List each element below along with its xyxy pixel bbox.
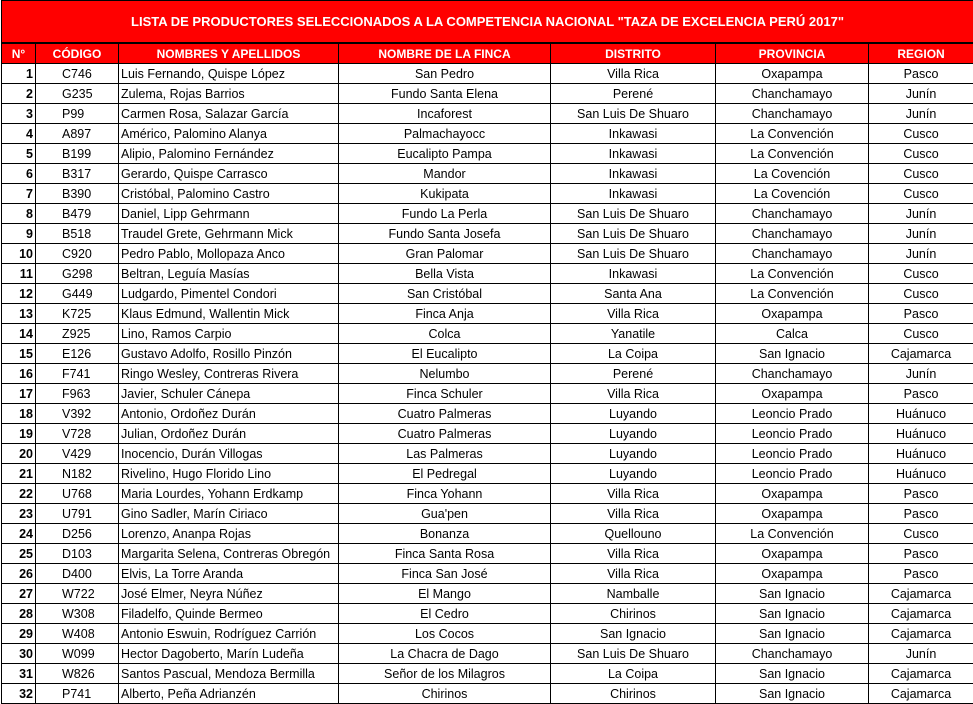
district-cell: Perené (551, 84, 716, 104)
code-cell: V392 (36, 404, 119, 424)
province-cell: La Convención (716, 264, 869, 284)
farm-cell: Cuatro Palmeras (339, 404, 551, 424)
province-cell: La Convención (716, 144, 869, 164)
district-cell: La Coipa (551, 344, 716, 364)
district-cell: San Luis De Shuaro (551, 104, 716, 124)
row-number-cell: 13 (2, 304, 36, 324)
code-cell: C746 (36, 64, 119, 84)
table-row (2, 524, 973, 544)
region-cell: Pasco (869, 504, 973, 524)
region-cell: Pasco (869, 484, 973, 504)
column-header-name: NOMBRES Y APELLIDOS (119, 43, 339, 64)
district-cell: Inkawasi (551, 124, 716, 144)
row-number-cell: 20 (2, 444, 36, 464)
district-cell: La Coipa (551, 664, 716, 684)
district-cell: Luyando (551, 464, 716, 484)
district-cell: Villa Rica (551, 544, 716, 564)
row-number-cell: 22 (2, 484, 36, 504)
row-number-cell: 23 (2, 504, 36, 524)
row-number-cell: 19 (2, 424, 36, 444)
farm-cell: Palmachayocc (339, 124, 551, 144)
district-cell: Quellouno (551, 524, 716, 544)
region-cell: Huánuco (869, 444, 973, 464)
name-cell: Beltran, Leguía Masías (119, 264, 339, 284)
name-cell: Javier, Schuler Cánepa (119, 384, 339, 404)
farm-cell: Gua'pen (339, 504, 551, 524)
farm-cell: Mandor (339, 164, 551, 184)
row-number-cell: 32 (2, 684, 36, 704)
table-row (2, 64, 973, 84)
farm-cell: Fundo La Perla (339, 204, 551, 224)
code-cell: V429 (36, 444, 119, 464)
farm-cell: Finca Yohann (339, 484, 551, 504)
farm-cell: Finca Santa Rosa (339, 544, 551, 564)
code-cell: E126 (36, 344, 119, 364)
farm-cell: Chirinos (339, 684, 551, 704)
table-row (2, 84, 973, 104)
column-header-number: N° (2, 43, 36, 64)
farm-cell: El Pedregal (339, 464, 551, 484)
province-cell: Chanchamayo (716, 104, 869, 124)
province-cell: La Covención (716, 184, 869, 204)
row-number-cell: 29 (2, 624, 36, 644)
table-row (2, 544, 973, 564)
region-cell: Pasco (869, 64, 973, 84)
region-cell: Cusco (869, 284, 973, 304)
row-number-cell: 26 (2, 564, 36, 584)
row-number-cell: 27 (2, 584, 36, 604)
table-row (2, 584, 973, 604)
table-row (2, 204, 973, 224)
district-cell: Santa Ana (551, 284, 716, 304)
farm-cell: Incaforest (339, 104, 551, 124)
row-number-cell: 9 (2, 224, 36, 244)
region-cell: Junín (869, 364, 973, 384)
farm-cell: San Pedro (339, 64, 551, 84)
row-number-cell: 16 (2, 364, 36, 384)
province-cell: Oxapampa (716, 564, 869, 584)
province-cell: Calca (716, 324, 869, 344)
column-header-code: CÓDIGO (36, 43, 119, 64)
province-cell: Chanchamayo (716, 224, 869, 244)
province-cell: La Convención (716, 524, 869, 544)
code-cell: D256 (36, 524, 119, 544)
province-cell: Leoncio Prado (716, 444, 869, 464)
region-cell: Huánuco (869, 424, 973, 444)
code-cell: A897 (36, 124, 119, 144)
region-cell: Cajamarca (869, 624, 973, 644)
table-row (2, 644, 973, 664)
farm-cell: Finca Schuler (339, 384, 551, 404)
district-cell: Yanatile (551, 324, 716, 344)
district-cell: Inkawasi (551, 264, 716, 284)
row-number-cell: 30 (2, 644, 36, 664)
province-cell: Chanchamayo (716, 244, 869, 264)
table-row (2, 404, 973, 424)
region-cell: Cusco (869, 144, 973, 164)
district-cell: Luyando (551, 424, 716, 444)
row-number-cell: 17 (2, 384, 36, 404)
region-cell: Cajamarca (869, 584, 973, 604)
farm-cell: Gran Palomar (339, 244, 551, 264)
province-cell: Chanchamayo (716, 644, 869, 664)
farm-cell: Nelumbo (339, 364, 551, 384)
row-number-cell: 15 (2, 344, 36, 364)
region-cell: Cusco (869, 164, 973, 184)
row-number-cell: 3 (2, 104, 36, 124)
name-cell: Ringo Wesley, Contreras Rivera (119, 364, 339, 384)
name-cell: Antonio, Ordoñez Durán (119, 404, 339, 424)
province-cell: San Ignacio (716, 604, 869, 624)
table-row (2, 124, 973, 144)
province-cell: San Ignacio (716, 664, 869, 684)
row-number-cell: 21 (2, 464, 36, 484)
row-number-cell: 4 (2, 124, 36, 144)
province-cell: San Ignacio (716, 344, 869, 364)
table-row (2, 164, 973, 184)
name-cell: Luis Fernando, Quispe López (119, 64, 339, 84)
code-cell: G449 (36, 284, 119, 304)
header-row (2, 43, 973, 64)
region-cell: Junín (869, 224, 973, 244)
farm-cell: Finca San José (339, 564, 551, 584)
code-cell: F963 (36, 384, 119, 404)
district-cell: Chirinos (551, 604, 716, 624)
province-cell: Chanchamayo (716, 364, 869, 384)
column-header-province: PROVINCIA (716, 43, 869, 64)
table-row (2, 144, 973, 164)
name-cell: Klaus Edmund, Wallentin Mick (119, 304, 339, 324)
farm-cell: Fundo Santa Elena (339, 84, 551, 104)
name-cell: Américo, Palomino Alanya (119, 124, 339, 144)
province-cell: Oxapampa (716, 64, 869, 84)
name-cell: Carmen Rosa, Salazar García (119, 104, 339, 124)
code-cell: W826 (36, 664, 119, 684)
table-title: LISTA DE PRODUCTORES SELECCIONADOS A LA COMPETENCIA NACIONAL "TAZA DE EXCELENCIA PERÚ 2017" (2, 1, 973, 44)
table-row (2, 664, 973, 684)
table-row (2, 604, 973, 624)
table-row (2, 624, 973, 644)
code-cell: G298 (36, 264, 119, 284)
region-cell: Huánuco (869, 404, 973, 424)
district-cell: Luyando (551, 444, 716, 464)
province-cell: Leoncio Prado (716, 404, 869, 424)
region-cell: Cajamarca (869, 344, 973, 364)
name-cell: Gustavo Adolfo, Rosillo Pinzón (119, 344, 339, 364)
name-cell: Pedro Pablo, Mollopaza Anco (119, 244, 339, 264)
table-row (2, 244, 973, 264)
table-body (2, 64, 973, 704)
code-cell: W099 (36, 644, 119, 664)
district-cell: Perené (551, 364, 716, 384)
region-cell: Junín (869, 204, 973, 224)
row-number-cell: 14 (2, 324, 36, 344)
code-cell: U768 (36, 484, 119, 504)
province-cell: Oxapampa (716, 544, 869, 564)
table-row (2, 444, 973, 464)
province-cell: Chanchamayo (716, 204, 869, 224)
table-row (2, 344, 973, 364)
row-number-cell: 2 (2, 84, 36, 104)
district-cell: Villa Rica (551, 304, 716, 324)
name-cell: Cristóbal, Palomino Castro (119, 184, 339, 204)
province-cell: San Ignacio (716, 584, 869, 604)
table-row (2, 324, 973, 344)
farm-cell: Las Palmeras (339, 444, 551, 464)
region-cell: Huánuco (869, 464, 973, 484)
table-row (2, 484, 973, 504)
farm-cell: Bonanza (339, 524, 551, 544)
row-number-cell: 24 (2, 524, 36, 544)
name-cell: Filadelfo, Quinde Bermeo (119, 604, 339, 624)
farm-cell: Señor de los Milagros (339, 664, 551, 684)
region-cell: Pasco (869, 384, 973, 404)
district-cell: Inkawasi (551, 184, 716, 204)
name-cell: Inocencio, Durán Villogas (119, 444, 339, 464)
row-number-cell: 1 (2, 64, 36, 84)
code-cell: B518 (36, 224, 119, 244)
region-cell: Cusco (869, 324, 973, 344)
table-row (2, 224, 973, 244)
code-cell: P99 (36, 104, 119, 124)
code-cell: V728 (36, 424, 119, 444)
name-cell: Maria Lourdes, Yohann Erdkamp (119, 484, 339, 504)
row-number-cell: 11 (2, 264, 36, 284)
table-row (2, 184, 973, 204)
farm-cell: San Cristóbal (339, 284, 551, 304)
name-cell: Gerardo, Quispe Carrasco (119, 164, 339, 184)
province-cell: San Ignacio (716, 624, 869, 644)
province-cell: La Convención (716, 284, 869, 304)
table-row (2, 364, 973, 384)
code-cell: B317 (36, 164, 119, 184)
farm-cell: Cuatro Palmeras (339, 424, 551, 444)
district-cell: San Luis De Shuaro (551, 224, 716, 244)
district-cell: Villa Rica (551, 504, 716, 524)
table-row (2, 564, 973, 584)
table-row (2, 504, 973, 524)
code-cell: W308 (36, 604, 119, 624)
code-cell: F741 (36, 364, 119, 384)
code-cell: W722 (36, 584, 119, 604)
column-header-region: REGION (869, 43, 973, 64)
row-number-cell: 5 (2, 144, 36, 164)
code-cell: D103 (36, 544, 119, 564)
region-cell: Cusco (869, 524, 973, 544)
district-cell: Inkawasi (551, 144, 716, 164)
name-cell: Elvis, La Torre Aranda (119, 564, 339, 584)
region-cell: Cajamarca (869, 604, 973, 624)
farm-cell: La Chacra de Dago (339, 644, 551, 664)
farm-cell: Fundo Santa Josefa (339, 224, 551, 244)
province-cell: Oxapampa (716, 484, 869, 504)
name-cell: Rivelino, Hugo Florido Lino (119, 464, 339, 484)
farm-cell: Los Cocos (339, 624, 551, 644)
name-cell: Zulema, Rojas Barrios (119, 84, 339, 104)
table-row (2, 284, 973, 304)
name-cell: Traudel Grete, Gehrmann Mick (119, 224, 339, 244)
farm-cell: Kukipata (339, 184, 551, 204)
code-cell: W408 (36, 624, 119, 644)
row-number-cell: 12 (2, 284, 36, 304)
code-cell: B479 (36, 204, 119, 224)
table-row (2, 384, 973, 404)
row-number-cell: 8 (2, 204, 36, 224)
table-row (2, 464, 973, 484)
region-cell: Cajamarca (869, 684, 973, 704)
province-cell: San Ignacio (716, 684, 869, 704)
row-number-cell: 18 (2, 404, 36, 424)
code-cell: N182 (36, 464, 119, 484)
district-cell: Villa Rica (551, 564, 716, 584)
region-cell: Cusco (869, 264, 973, 284)
district-cell: Namballe (551, 584, 716, 604)
region-cell: Pasco (869, 304, 973, 324)
region-cell: Cusco (869, 124, 973, 144)
code-cell: K725 (36, 304, 119, 324)
farm-cell: Finca Anja (339, 304, 551, 324)
province-cell: Oxapampa (716, 304, 869, 324)
region-cell: Junín (869, 104, 973, 124)
name-cell: José Elmer, Neyra Núñez (119, 584, 339, 604)
table-row (2, 104, 973, 124)
row-number-cell: 6 (2, 164, 36, 184)
code-cell: C920 (36, 244, 119, 264)
region-cell: Cusco (869, 184, 973, 204)
code-cell: D400 (36, 564, 119, 584)
code-cell: U791 (36, 504, 119, 524)
region-cell: Junín (869, 84, 973, 104)
region-cell: Cajamarca (869, 664, 973, 684)
district-cell: Villa Rica (551, 64, 716, 84)
farm-cell: Colca (339, 324, 551, 344)
district-cell: San Ignacio (551, 624, 716, 644)
row-number-cell: 10 (2, 244, 36, 264)
column-header-district: DISTRITO (551, 43, 716, 64)
region-cell: Junín (869, 244, 973, 264)
name-cell: Lino, Ramos Carpio (119, 324, 339, 344)
code-cell: B199 (36, 144, 119, 164)
province-cell: La Covención (716, 164, 869, 184)
district-cell: San Luis De Shuaro (551, 644, 716, 664)
code-cell: P741 (36, 684, 119, 704)
row-number-cell: 25 (2, 544, 36, 564)
code-cell: G235 (36, 84, 119, 104)
region-cell: Pasco (869, 564, 973, 584)
producers-table (1, 0, 973, 704)
district-cell: Inkawasi (551, 164, 716, 184)
row-number-cell: 28 (2, 604, 36, 624)
farm-cell: Bella Vista (339, 264, 551, 284)
name-cell: Julian, Ordoñez Durán (119, 424, 339, 444)
name-cell: Alberto, Peña Adrianzén (119, 684, 339, 704)
table-row (2, 424, 973, 444)
name-cell: Antonio Eswuin, Rodríguez Carrión (119, 624, 339, 644)
table-row (2, 264, 973, 284)
name-cell: Santos Pascual, Mendoza Bermilla (119, 664, 339, 684)
district-cell: Villa Rica (551, 384, 716, 404)
name-cell: Lorenzo, Ananpa Rojas (119, 524, 339, 544)
name-cell: Daniel, Lipp Gehrmann (119, 204, 339, 224)
province-cell: La Convención (716, 124, 869, 144)
row-number-cell: 7 (2, 184, 36, 204)
name-cell: Margarita Selena, Contreras Obregón (119, 544, 339, 564)
district-cell: San Luis De Shuaro (551, 244, 716, 264)
district-cell: Chirinos (551, 684, 716, 704)
farm-cell: El Eucalipto (339, 344, 551, 364)
name-cell: Ludgardo, Pimentel Condori (119, 284, 339, 304)
district-cell: Luyando (551, 404, 716, 424)
table-row (2, 684, 973, 704)
name-cell: Alipio, Palomino Fernández (119, 144, 339, 164)
farm-cell: El Mango (339, 584, 551, 604)
province-cell: Oxapampa (716, 384, 869, 404)
name-cell: Hector Dagoberto, Marín Ludeña (119, 644, 339, 664)
code-cell: Z925 (36, 324, 119, 344)
district-cell: San Luis De Shuaro (551, 204, 716, 224)
province-cell: Leoncio Prado (716, 464, 869, 484)
farm-cell: Eucalipto Pampa (339, 144, 551, 164)
code-cell: B390 (36, 184, 119, 204)
column-header-farm: NOMBRE DE LA FINCA (339, 43, 551, 64)
province-cell: Chanchamayo (716, 84, 869, 104)
name-cell: Gino Sadler, Marín Ciriaco (119, 504, 339, 524)
row-number-cell: 31 (2, 664, 36, 684)
farm-cell: El Cedro (339, 604, 551, 624)
region-cell: Junín (869, 644, 973, 664)
province-cell: Oxapampa (716, 504, 869, 524)
table-row (2, 304, 973, 324)
region-cell: Pasco (869, 544, 973, 564)
province-cell: Leoncio Prado (716, 424, 869, 444)
district-cell: Villa Rica (551, 484, 716, 504)
